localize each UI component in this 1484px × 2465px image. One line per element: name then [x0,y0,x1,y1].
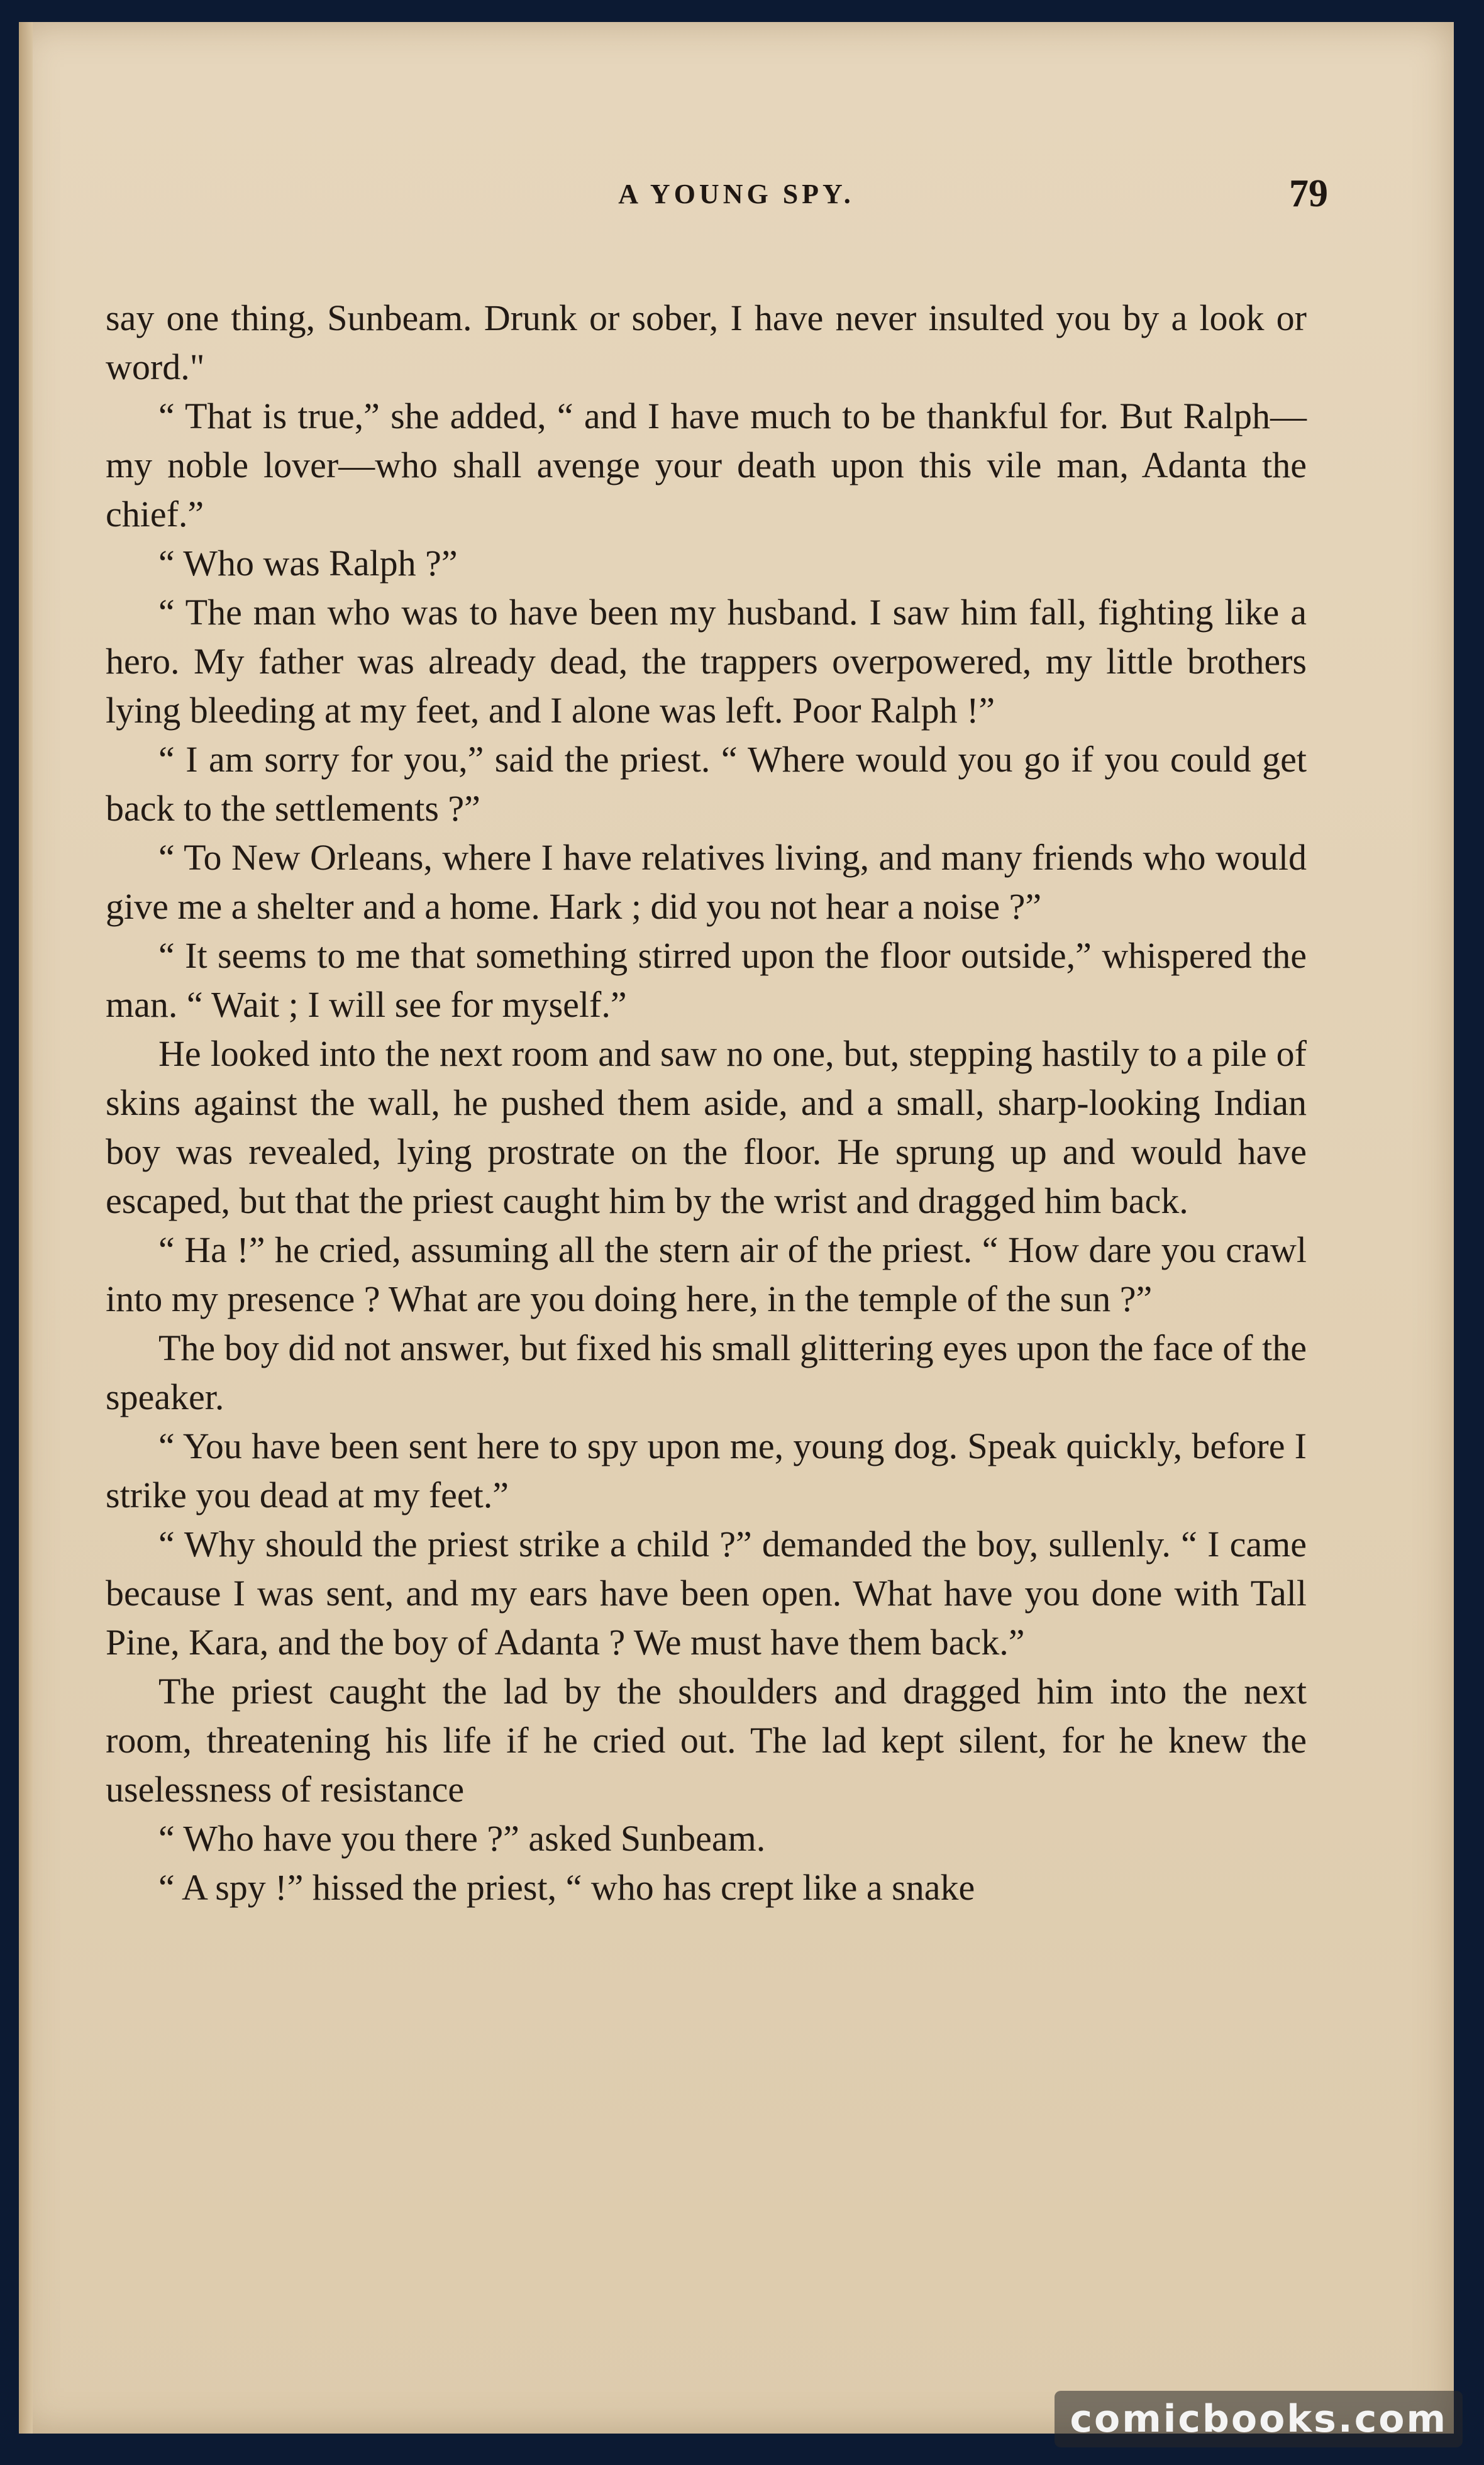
book-page [19,22,1454,2434]
paragraph: “ That is true,” she added, “ and I have much to be thankful for. But Ralph—my noble lover—who shall avenge your death upon this vile man, Adanta the chief.” [106,396,1307,535]
paragraph: “ Why should the priest strike a child ?” demanded the boy, sullenly. “ I came because I was sent, and my ears have been open. What have you done with Tall Pine, Kara, and the boy of Adanta ? We must have them back.” [106,1524,1307,1663]
page-spine [19,22,33,2434]
paragraph: “ Who was Ralph ?” [158,543,458,584]
page-number: 79 [1289,172,1328,215]
watermark: comicbooks.com [1055,2391,1463,2447]
paragraph: The boy did not answer, but fixed his small glittering eyes upon the face of the speaker. [106,1327,1307,1417]
paragraph: “ You have been sent here to spy upon me, young dog. Speak quickly, before I strike you dead at my feet.” [106,1426,1307,1515]
paragraph: “ Who have you there ?” asked Sunbeam. [158,1818,766,1859]
paragraph: “ To New Orleans, where I have relatives living, and many friends who would give me a shelter and a home. Hark ; did you not hear a noise ?” [106,837,1307,927]
paragraph: The priest caught the lad by the shoulders and dragged him into the next room, threatening his life if he cried out. The lad kept silent, for he knew the uselessness of resistance [106,1671,1307,1810]
paragraph: “ It seems to me that something stirred upon the floor outside,” whispered the man. “ Wait ; I will see for myself.” [106,935,1307,1025]
paragraph: He looked into the next room and saw no one, but, stepping hastily to a pile of skins against the wall, he pushed them aside, and a small, sharp-looking Indian boy was revealed, lying prostrate on the floor. He sprung up and would have escaped, but that the priest caught him by the wrist and dragged him back. [106,1033,1307,1221]
paragraph: “ The man who was to have been my husband. I saw him fall, fighting like a hero. My father was already dead, the trappers overpowered, my little brothers lying bleeding at my feet, and I alone was left. Poor Ralph !” [106,592,1307,731]
paragraph: “ A spy !” hissed the priest, “ who has crept like a snake [158,1867,975,1908]
paragraph: “ Ha !” he cried, assuming all the stern air of the priest. “ How dare you crawl into my presence ? What are you doing here, in the temple of the sun ?” [106,1229,1307,1319]
running-head: A YOUNG SPY. [618,179,855,209]
paragraph: say one thing, Sunbeam. Drunk or sober, I have never insulted you by a look or word." [106,297,1307,387]
paragraph: “ I am sorry for you,” said the priest. “ Where would you go if you could get back to the settlements ?” [106,739,1307,829]
body-text [106,294,1307,1912]
